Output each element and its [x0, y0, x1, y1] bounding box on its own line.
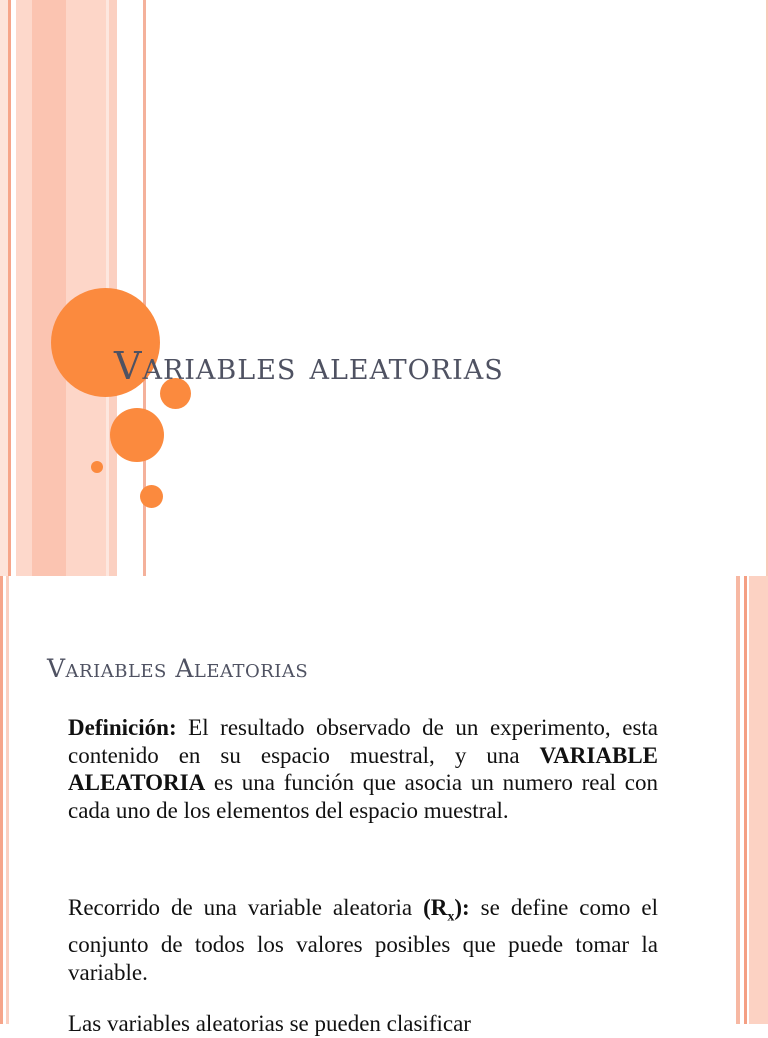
decor-stripe [749, 576, 768, 1024]
decor-stripe [32, 0, 66, 576]
definition-text: El resultado observado de un experimento, esta contenido en su espacio muestral, y una [68, 715, 658, 768]
definition-text-end: es una función que asocia un numero real con cada uno de los elementos del espacio muestral. [68, 770, 658, 823]
range-symbol: $(R_x)$: [423, 895, 470, 925]
slide-title: Variables aleatorias [114, 344, 504, 388]
decor-stripe [16, 0, 32, 576]
section-heading: Variables Aleatorias [47, 654, 309, 683]
decor-circle-medium [110, 408, 164, 462]
decor-circle-tiny [91, 461, 103, 473]
decor-stripe [744, 576, 747, 1024]
decor-stripe [0, 576, 3, 1024]
range-paragraph [68, 894, 658, 986]
definition-paragraph [68, 714, 658, 824]
definition-keyword: VARIABLE ALEATORIA [68, 742, 658, 795]
decor-stripe [6, 576, 9, 1024]
decor-circle-dot [140, 485, 163, 508]
definition-term: Definición: [68, 715, 177, 740]
decor-stripe [736, 576, 740, 1024]
range-text-end: se define como el conjunto de todos los valores posibles que puede tomar la variable. [68, 895, 658, 985]
decor-stripe [8, 0, 11, 576]
partial-paragraph: Las variables aleatorias se pueden clasificar [68, 1011, 471, 1036]
decor-stripe [0, 0, 8, 576]
range-text: Recorrido de una variable aleatoria [68, 895, 424, 920]
